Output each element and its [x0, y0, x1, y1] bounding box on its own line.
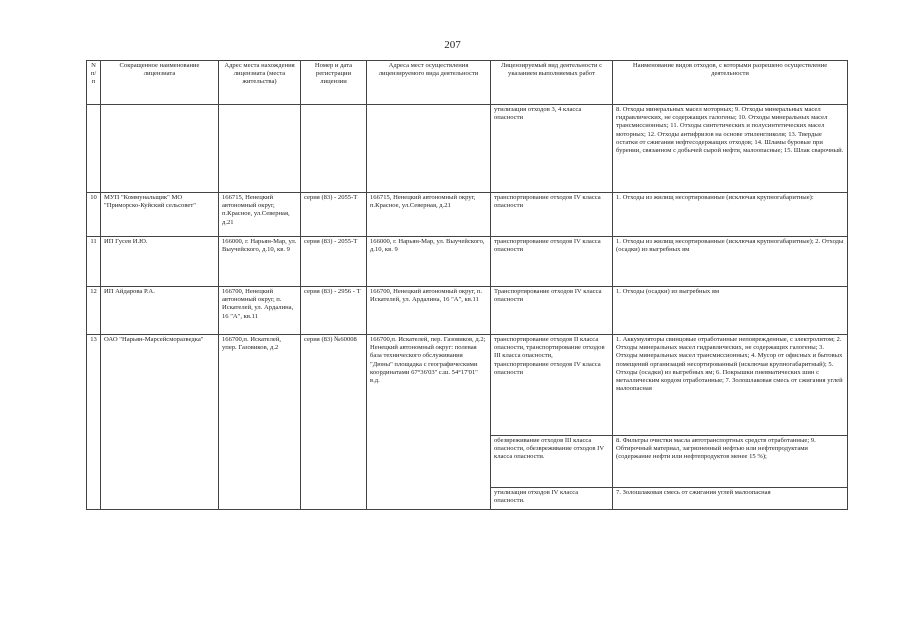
- cell-activity: транспортирование отходов IV класса опасности: [491, 237, 613, 287]
- header-name: Сокращенное наименование лицензиата: [101, 61, 219, 105]
- cell-license: серия (83) - 2956 - Т: [301, 287, 367, 335]
- cell-activity: транспортирование отходов II класса опасности, транспортирование отходов III класса опасности, транспортирование отходов IV класса опасности: [491, 335, 613, 436]
- cell-address: 166700,п. Искателей, упер. Газовиков, д.2: [219, 335, 301, 510]
- cell-wastes: 1. Отходы из жилищ несортированные (исключая крупногабаритные); 2. Отходы (осадки) из выгребных ям: [613, 237, 848, 287]
- cell-num: 11: [87, 237, 101, 287]
- table-cell: [367, 105, 491, 193]
- cell-places: 166700,п. Искателей, пер. Газовиков, д.2; Ненецкий автономный округ: полевая база технического обслуживания "Дюны" площадка с географическими координатами 67°36'03'' с.ш. 54°17'01'' в.д.: [367, 335, 491, 510]
- cell-activity: утилизация отходов IV класса опасности.: [491, 488, 613, 510]
- table-row: [87, 237, 848, 287]
- header-wastes: Наименование видов отходов, с которыми разрешено осуществление деятельности: [613, 61, 848, 105]
- table-row: [87, 105, 848, 193]
- cell-activity: утилизация отходов 3, 4 класса опасности: [491, 105, 613, 193]
- cell-name: ОАО "Нарьян-Марсейсморазведка": [101, 335, 219, 510]
- cell-places: 166000, г. Нарьян-Мар, ул. Выучейского, д.10, кв. 9: [367, 237, 491, 287]
- table-row: [87, 287, 848, 335]
- cell-num: 10: [87, 193, 101, 237]
- cell-wastes: 1. Аккумуляторы свинцовые отработанные неповрежденные, с электролитом; 2. Отходы минеральных масел гидравлических, не содержащих галогены; 3. Отходы минеральных масел трансмиссионных; 4. Мусор от офисных и бытовых помещений организаций несортированный (исключая крупногабаритный); 5. Отходы (осадки) из выгребных ям; 6. Покрышки пневматических шин с металлическим кордом отработанные; 7. Золошлаковая смесь от сжигания углей малоопасная: [613, 335, 848, 436]
- table-cell: [101, 105, 219, 193]
- header-row: [87, 61, 848, 105]
- cell-wastes: 1. Отходы (осадки) из выгребных ям: [613, 287, 848, 335]
- header-activity: Лицензируемый вид деятельности с указанием выполняемых работ: [491, 61, 613, 105]
- cell-activity: обезвреживание отходов III класса опасности, обезвреживание отходов IV класса опасности.: [491, 436, 613, 488]
- cell-wastes: 8. Отходы минеральных масел моторных; 9. Отходы минеральных масел гидравлических, не содержащих галогены; 10. Отходы минеральных масел трансмиссионных; 11. Отходы синтетических и полусинтетических масел моторных; 12. Отходы антифризов на основе этиленгликоля; 13. Твердые остатки от сжигания нефтесодержащих отходов; 14. Шламы буровые при бурении, связанном с добычей сырой нефти, малоопасные; 15. Шлак сварочный.: [613, 105, 848, 193]
- cell-address: 166715, Ненецкий автономный округ, п.Красное, ул.Северная, д.21: [219, 193, 301, 237]
- table-cell: [87, 105, 101, 193]
- cell-wastes: 1. Отходы из жилищ несортированные (исключая крупногабаритные):: [613, 193, 848, 237]
- cell-places: 166715, Ненецкий автономный округ, п.Красное, ул.Северная, д.21: [367, 193, 491, 237]
- cell-license: серия (83) - 2055-Т: [301, 193, 367, 237]
- cell-places: 166700, Ненецкий автономный округ, п. Искателей, ул. Ардалина, 16 "А", кв.11: [367, 287, 491, 335]
- table-row: [87, 335, 848, 436]
- table-cell: [219, 105, 301, 193]
- table-row: [87, 193, 848, 237]
- page-number: 207: [444, 39, 461, 51]
- cell-name: ИП Айдарова Р.А.: [101, 287, 219, 335]
- cell-address: 166700, Ненецкий автономный округ, п. Искателей, ул. Ардалина, 16 "А", кв.11: [219, 287, 301, 335]
- table-cell: [301, 105, 367, 193]
- cell-name: ИП Гусев И.Ю.: [101, 237, 219, 287]
- header-num: N п/ п: [87, 61, 101, 105]
- cell-num: 12: [87, 287, 101, 335]
- cell-license: серия (83) №60008: [301, 335, 367, 510]
- cell-license: серия (83) - 2055-Т: [301, 237, 367, 287]
- cell-activity: Транспортирование отходов IV класса опасности: [491, 287, 613, 335]
- header-address: Адрес места нахождения лицензиата (места жительства): [219, 61, 301, 105]
- header-places: Адреса мест осуществления лицензируемого вида деятельности: [367, 61, 491, 105]
- cell-wastes: 7. Золошлаковая смесь от сжигания углей малоопасная: [613, 488, 848, 510]
- license-registry-table: [86, 60, 848, 510]
- cell-name: МУП "Коммунальщик" МО "Приморско-Куйский сельсовет": [101, 193, 219, 237]
- cell-wastes: 8. Фильтры очистки масла автотранспортных средств отработанные; 9. Обтирочный материал, загрязненный нефтью или нефтепродуктами (содержание нефти или нефтепродуктов менее 15 %);: [613, 436, 848, 488]
- cell-activity: транспортирование отходов IV класса опасности: [491, 193, 613, 237]
- header-license: Номер и дата регистрации лицензии: [301, 61, 367, 105]
- cell-address: 166000, г. Нарьян-Мар, ул. Выучейского, д.10, кв. 9: [219, 237, 301, 287]
- cell-num: 13: [87, 335, 101, 510]
